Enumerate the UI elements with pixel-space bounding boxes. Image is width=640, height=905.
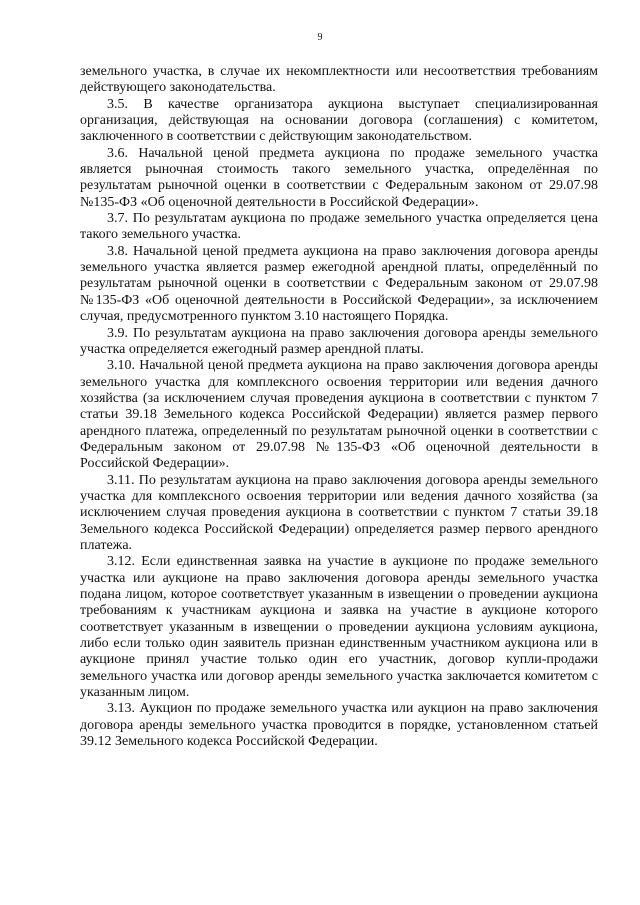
paragraph-3-6: 3.6. Начальной ценой предмета аукциона по продаже земельного участка является рыночная стоимость такого земельного участка, определённая по результатам рыночной оценки в соответствии с Федеральным законом от 29.07.98 №135-ФЗ «Об оценочной деятельности в Российской Федерации». xyxy=(80,145,598,210)
paragraph-3-5: 3.5. В качестве организатора аукциона выступает специализированная организация, действующая на основании договора (соглашения) с комитетом, заключенного в соответствии с действующим законодательством. xyxy=(80,96,598,145)
paragraph-3-7: 3.7. По результатам аукциона по продаже земельного участка определяется цена такого земельного участка. xyxy=(80,211,598,243)
paragraph-3-8: 3.8. Начальной ценой предмета аукциона на право заключения договора аренды земельного участка является размер ежегодной арендной платы, определённый по результатам рыночной оценки в соответствии с Федеральным законом от 29.07.98 №135-ФЗ «Об оценочной деятельности в Российской Федерации», за исключением случая, предусмотренного пунктом 3.10 настоящего Порядка. xyxy=(80,243,598,325)
paragraph-3-9: 3.9. По результатам аукциона на право заключения договора аренды земельного участка определяется ежегодный размер арендной платы. xyxy=(80,325,598,357)
paragraph-3-13: 3.13. Аукцион по продаже земельного участка или аукцион на право заключения договора аренды земельного участка проводится в порядке, установленном статьей 39.12 Земельного кодекса Российской Федерации. xyxy=(80,701,598,750)
paragraph-3-10: 3.10. Начальной ценой предмета аукциона на право заключения договора аренды земельного участка для комплексного освоения территории или ведения дачного хозяйства (за исключением случая проведения аукциона в соответствии с пунктом 7 статьи 39.18 Земельного кодекса Российской Федерации) является размер первого арендного платежа, определенный по результатам рыночной оценки в соответствии с Федеральным законом от 29.07.98 №135-ФЗ «Об оценочной деятельности в Российской Федерации». xyxy=(80,358,598,472)
paragraph-3-12: 3.12. Если единственная заявка на участие в аукционе по продаже земельного участка или аукционе на право заключения договора аренды земельного участка подана лицом, которое соответствует указанным в извещении о проведении аукциона требованиям к участникам аукциона и заявка на участие в аукционе которого соответствует указанным в извещении о проведении аукциона условиям аукциона, либо если только один заявитель признан единственным участником аукциона или в аукционе принял участие только один его участник, договор купли-продажи земельного участка или договор аренды земельного участка заключается комитетом с указанным лицом. xyxy=(80,554,598,701)
paragraph-continuation: земельного участка, в случае их некомплектности или несоответствия требованиям действующего законодательства. xyxy=(80,64,598,96)
document-body xyxy=(80,64,598,750)
page-number: 9 xyxy=(317,32,323,43)
paragraph-3-11: 3.11. По результатам аукциона на право заключения договора аренды земельного участка для комплексного освоения территории или ведения дачного хозяйства (за исключением случая проведения аукциона в соответствии с пунктом 7 статьи 39.18 Земельного кодекса Российской Федерации) определяется размер первого арендного платежа. xyxy=(80,472,598,553)
